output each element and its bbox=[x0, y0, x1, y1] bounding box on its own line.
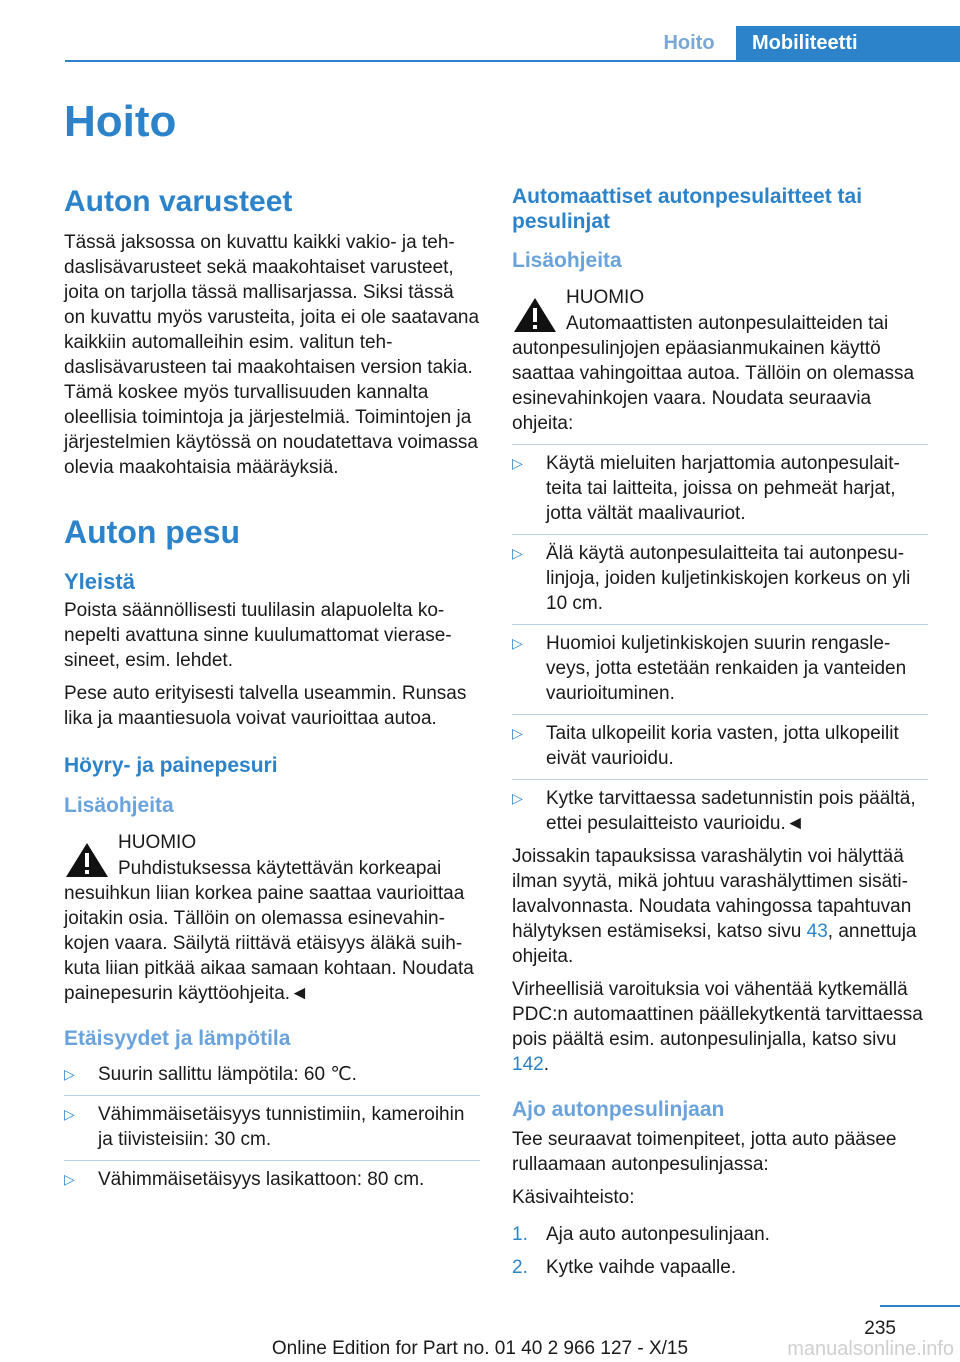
warning-first-line: Automaattisten autonpesulaitteiden tai bbox=[566, 313, 889, 334]
triangle-bullet-icon: ▷ bbox=[512, 635, 523, 651]
list-item: ▷ Käytä mieluiten harjattomia autonpesulaitteita tai laitteita, joissa on pehmeät harjat, jotta vältät maalivauriot. bbox=[512, 444, 928, 526]
warning-icon bbox=[64, 841, 110, 879]
paragraph-kasivaihteisto: Käsivaihteisto: bbox=[512, 1187, 635, 1208]
list-item: 1. Aja auto autonpesulinjaan. bbox=[512, 1224, 770, 1245]
paragraph-varusteet: Tässä jaksossa on kuvattu kaikki vakio- ja tehdaslisävarusteet sekä maakohtaiset varusteet, joita on tarjolla tässä mallisarjassa. Siksi tässä on kuvattu myös varusteita, joita ei ole saatavana kaikkiin automalleihin esim. valitun tehdaslisävarusteen tai maakohtaisen version takia. Tämä koskee myös turvallisuuden kannalta oleellisia toimintoja ja järjestelmiä. Toimintojen ja järjestelmien käytössä on noudatettava voimassa olevia maakohtaisia määräyksiä. bbox=[64, 232, 480, 478]
triangle-bullet-icon: ▷ bbox=[512, 455, 523, 471]
header-tab-section[interactable]: Hoito bbox=[663, 32, 715, 54]
heading-automaattiset: Automaattiset autonpesulaitteet tai pesulinjat bbox=[512, 185, 863, 233]
right-column bbox=[512, 184, 928, 1288]
warning-icon bbox=[512, 296, 558, 334]
warning-first-line: Puhdistuksessa käytettävän korkeapai bbox=[118, 858, 442, 879]
list-item: ▷ Kytke tarvittaessa sadetunnistin pois päältä, ettei pesulaitteisto vaurioidu.◄ bbox=[512, 779, 928, 836]
heading-auton-varusteet: Auton varusteet bbox=[64, 185, 293, 218]
paragraph-ajo: Tee seuraavat toimenpiteet, jotta auto pääsee rullaamaan autonpesulinjassa: bbox=[512, 1129, 897, 1175]
edition-footer: Online Edition for Part no. 01 40 2 966 127 - X/15 bbox=[271, 1338, 689, 1359]
left-column bbox=[64, 182, 480, 1200]
heading-etaisyydet: Etäisyydet ja lämpötila bbox=[64, 1027, 291, 1050]
paragraph-yleista-1: Poista säännöllisesti tuulilasin alapuolelta konepelti avattuna sinne kuulumattomat vierasesineet, esim. lehdet. bbox=[64, 600, 452, 671]
heading-hoyry-painepesuri: Höyry- ja painepesuri bbox=[64, 754, 278, 777]
header-tab-chapter[interactable]: Mobiliteetti bbox=[736, 26, 960, 60]
heading-ajo-autonpesulinjaan: Ajo autonpesulinjaan bbox=[512, 1098, 725, 1121]
bullet-list bbox=[64, 1062, 480, 1192]
triangle-bullet-icon: ▷ bbox=[512, 725, 523, 741]
paragraph-pdc: Virheellisiä varoituksia voi vähentää kytkemällä PDC:n automaattinen päällekytkentä tarvittaessa pois päältä esim. autonpesulinjalla, katso sivu 142. bbox=[512, 979, 923, 1075]
page-title: Hoito bbox=[64, 97, 177, 146]
list-item: ▷ Vähimmäisetäisyys lasikattoon: 80 cm. bbox=[64, 1160, 480, 1192]
list-item: ▷ Vähimmäisetäisyys tunnistimiin, kameroihin ja tiivisteisiin: 30 cm. bbox=[64, 1095, 480, 1152]
warning-title: HUOMIO bbox=[118, 832, 197, 853]
warning-title: HUOMIO bbox=[566, 287, 645, 308]
list-item: ▷ Suurin sallittu lämpötila: 60 ℃. bbox=[64, 1064, 357, 1085]
footer-rule bbox=[880, 1305, 960, 1307]
page-header bbox=[0, 0, 960, 62]
list-item: ▷ Taita ulkopeilit koria vasten, jotta ulkopeilit eivät vaurioidu. bbox=[512, 714, 928, 771]
warning-text: autonpesulinjojen epäasianmukainen käyttö saattaa vahingoittaa autoa. Tällöin on olemassa esinevahinkojen vaara. Noudata seuraavia ohjeita: bbox=[512, 338, 915, 434]
header-rule bbox=[65, 60, 960, 62]
heading-lisaohjeita: Lisäohjeita bbox=[512, 249, 622, 272]
page-link-43[interactable]: 43 bbox=[806, 921, 828, 942]
warning-text: nesuihkun liian korkea paine saattaa vaurioittaa joitakin osia. Tällöin on olemassa esinevahinkojen vaara. Säilytä riittävä etäisyys äläkä suihkuta liian pitkää aikaa samaan kohtaan. Noudata painepesurin käyttöohjeita.◄ bbox=[64, 883, 474, 1004]
list-item: ▷ Älä käytä autonpesulaitteita tai autonpesulinjoja, joiden kuljetinkiskojen korkeus on yli 10 cm. bbox=[512, 534, 928, 616]
list-item: ▷ Huomioi kuljetinkiskojen suurin rengasleveys, jotta estetään renkaiden ja vanteiden vaurioituminen. bbox=[512, 624, 928, 706]
heading-auton-pesu: Auton pesu bbox=[64, 514, 240, 550]
numbered-list bbox=[512, 1222, 928, 1280]
list-item: 2. Kytke vaihde vapaalle. bbox=[512, 1257, 737, 1278]
watermark: manualsonline.info bbox=[787, 1338, 954, 1360]
heading-yleista: Yleistä bbox=[64, 569, 135, 594]
page-link-142[interactable]: 142 bbox=[512, 1054, 544, 1075]
paragraph-varashalytin: Joissakin tapauksissa varashälytin voi hälyttää ilman syytä, mikä johtuu varashälyttimen sisätilavalvonnasta. Noudata vahingossa tapahtuvan hälytyksen estämiseksi, katso sivu 43, annettuja ohjeita. bbox=[512, 846, 917, 967]
page-number: 235 bbox=[864, 1318, 896, 1339]
paragraph-yleista-2: Pese auto erityisesti talvella useammin. Runsas lika ja maantiesuola voivat vaurioittaa autoa. bbox=[64, 683, 467, 729]
heading-lisaohjeita: Lisäohjeita bbox=[64, 794, 174, 817]
warning-box bbox=[512, 284, 928, 336]
triangle-bullet-icon: ▷ bbox=[512, 790, 523, 806]
triangle-bullet-icon: ▷ bbox=[64, 1106, 75, 1122]
warning-box bbox=[64, 829, 480, 881]
triangle-bullet-icon: ▷ bbox=[64, 1066, 75, 1082]
triangle-bullet-icon: ▷ bbox=[512, 545, 523, 561]
triangle-bullet-icon: ▷ bbox=[64, 1171, 75, 1187]
bullet-list bbox=[512, 444, 928, 836]
